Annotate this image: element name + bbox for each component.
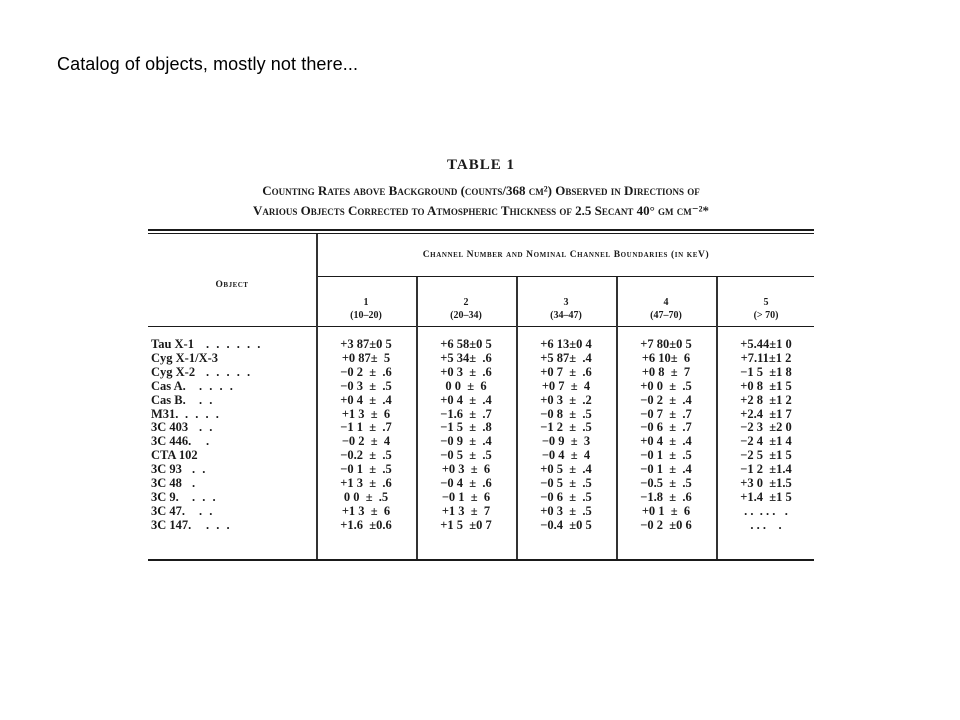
- object-name-cell: [151, 504, 311, 518]
- table-cell-channel-2: +6 58±0 5: [440, 337, 492, 351]
- object-name: 3C 147.: [151, 517, 192, 532]
- channel-number: 1: [363, 297, 369, 308]
- object-name-cell: [151, 379, 311, 393]
- table-cell-channel-1: +1 3 ± .6: [340, 476, 392, 490]
- channel-range: (20–34): [450, 310, 482, 321]
- channel-number: 3: [563, 297, 569, 308]
- channel-range: (10–20): [350, 310, 382, 321]
- table-cell-channel-5: −2 4 ±1 4: [740, 434, 792, 449]
- channel-header-1: [318, 296, 414, 322]
- object-name-cell: [151, 365, 311, 379]
- leader-dots: . . . . .: [206, 364, 253, 379]
- table-cell-channel-3: +5 87± .4: [540, 350, 592, 365]
- channel-number: 2: [463, 297, 469, 308]
- channel-range: (34–47): [550, 310, 582, 321]
- table-cell-channel-1: −0 2 ± 4: [341, 434, 391, 449]
- leader-dots: . . . . . .: [206, 337, 263, 351]
- table-caption-line-2: Various Objects Corrected to Atmospheric Thickness of 2.5 Secant 40° gm cm⁻²*: [252, 203, 710, 218]
- table-cell-channel-2: −0 1 ± 6: [441, 489, 491, 504]
- leader-dots: . . . .: [199, 378, 235, 393]
- table-cell-channel-3: +0 7 ± 4: [541, 378, 591, 393]
- object-name-cell: [151, 434, 311, 448]
- table-cell-channel-1: +1.6 ±0.6: [340, 517, 392, 532]
- channel-range: (> 70): [753, 310, 779, 321]
- table-cell-channel-5: −1 5 ±1 8: [740, 364, 792, 379]
- table-cell-channel-3: −0 8 ± .5: [540, 406, 592, 421]
- table-cell-channel-1: +3 87±0 5: [340, 337, 392, 351]
- table-cell-channel-4: +0 1 ± 6: [641, 503, 691, 518]
- table-cell-channel-5: +3 0 ±1.5: [740, 476, 792, 490]
- table-cell-channel-5: −2 5 ±1 5: [740, 448, 792, 463]
- channel-span-header: Channel Number and Nominal Channel Boundaries (in keV): [422, 250, 710, 260]
- table-cell-channel-5: +7.11±1 2: [740, 350, 792, 365]
- table-cell-channel-1: −0 3 ± .5: [340, 378, 392, 393]
- bottom-rule: [148, 559, 814, 561]
- leader-dots: .: [192, 476, 198, 490]
- object-name-cell: [151, 476, 311, 490]
- leader-dots: . .: [199, 503, 215, 518]
- table-cell-channel-1: +0 4 ± .4: [340, 392, 392, 407]
- scanned-table: [148, 155, 814, 565]
- table-cell-channel-3: +0 7 ± .6: [540, 364, 592, 379]
- table-cell-channel-4: −0 1 ± .4: [640, 462, 692, 477]
- channel-header-5: [718, 296, 814, 322]
- table-cell-channel-3: −0 6 ± .5: [540, 489, 592, 504]
- table-cell-channel-1: +0 87± 5: [341, 350, 391, 365]
- leader-dots: . . .: [206, 517, 232, 532]
- table-cell-channel-2: 0 0 ± 6: [445, 378, 487, 393]
- table-cell-channel-1: +1 3 ± 6: [341, 406, 391, 421]
- table-cell-channel-1: −1 1 ± .7: [340, 420, 392, 435]
- object-name: 3C 93: [151, 462, 182, 477]
- table-cell-channel-5: +2 8 ±1 2: [740, 392, 792, 407]
- table-cell-channel-2: +5 34± .6: [440, 350, 492, 365]
- object-name-cell: [151, 393, 311, 407]
- table-cell-channel-2: −0 4 ± .6: [440, 476, 492, 490]
- table-cell-channel-2: +0 3 ± .6: [440, 364, 492, 379]
- leader-dots: .: [206, 434, 212, 449]
- object-name: 3C 9.: [151, 489, 179, 504]
- leader-dots: . .: [199, 420, 215, 435]
- object-name: M31.: [151, 406, 179, 421]
- object-name: 3C 48: [151, 476, 182, 490]
- table-cell-channel-4: +0 0 ± .5: [640, 378, 692, 393]
- table-cell-channel-2: +1 3 ± 7: [441, 503, 491, 518]
- table-cell-channel-1: −0 1 ± .5: [340, 462, 392, 477]
- object-name-cell: [151, 518, 311, 532]
- object-name: Cyg X-2: [151, 364, 196, 379]
- top-double-rule-upper: [148, 229, 814, 231]
- object-name-cell: [151, 490, 311, 504]
- object-name-cell: [151, 351, 311, 365]
- object-column-header: Object: [215, 280, 249, 290]
- table-cell-channel-4: +0 8 ± 7: [641, 364, 691, 379]
- table-cell-channel-5: +1.4 ±1 5: [740, 489, 792, 504]
- column-header-rule: [148, 326, 814, 327]
- slide-title: Catalog of objects, mostly not there...: [57, 54, 359, 74]
- table-cell-channel-5: −1 2 ±1.4: [740, 462, 792, 477]
- channel-header-3: [518, 296, 614, 322]
- channel-header-4: [618, 296, 714, 322]
- table-cell-channel-1: 0 0 ± .5: [343, 489, 389, 504]
- table-cell-channel-3: −1 2 ± .5: [540, 420, 592, 435]
- table-cell-channel-2: −1.6 ± .7: [440, 406, 492, 421]
- table-cell-channel-4: −0 1 ± .5: [640, 448, 692, 463]
- object-name: Cas B.: [151, 392, 186, 407]
- table-cell-channel-5: . . . . . .: [744, 503, 788, 518]
- table-cell-channel-3: +0 3 ± .2: [540, 392, 592, 407]
- table-number: TABLE 1: [447, 157, 515, 173]
- table-cell-channel-1: −0.2 ± .5: [340, 448, 392, 463]
- table-cell-channel-1: +1 3 ± 6: [341, 503, 391, 518]
- table-cell-channel-4: −0 7 ± .7: [640, 406, 692, 421]
- object-name: CTA 102: [151, 448, 198, 463]
- channel-header-2: [418, 296, 514, 322]
- table-cell-channel-5: −2 3 ±2 0: [740, 420, 792, 435]
- channel-number: 4: [663, 297, 669, 308]
- table-cell-channel-4: −0 2 ±0 6: [640, 517, 692, 532]
- object-name: 3C 446.: [151, 434, 192, 449]
- table-cell-channel-3: +0 5 ± .4: [540, 462, 592, 477]
- table-caption-line-1: Counting Rates above Background (counts/368 cm²) Observed in Directions of: [262, 183, 700, 198]
- leader-dots: . . .: [192, 489, 218, 504]
- table-cell-channel-3: −0 4 ± 4: [541, 448, 591, 463]
- object-name-cell: [151, 407, 311, 421]
- table-cell-channel-2: +0 3 ± 6: [441, 462, 491, 477]
- table-cell-channel-4: −0.5 ± .5: [640, 476, 692, 490]
- object-name-cell: [151, 462, 311, 476]
- table-cell-channel-2: −0 9 ± .4: [440, 434, 492, 449]
- table-cell-channel-3: +6 13±0 4: [540, 337, 592, 351]
- object-name-cell: [151, 337, 311, 351]
- table-cell-channel-5: +0 8 ±1 5: [740, 378, 792, 393]
- object-name: Tau X-1: [151, 337, 194, 351]
- table-cell-channel-2: +1 5 ±0 7: [440, 517, 492, 532]
- table-cell-channel-5: . . . .: [750, 517, 782, 532]
- object-name-cell: [151, 448, 311, 462]
- object-name: 3C 47.: [151, 503, 186, 518]
- table-cell-channel-5: +2.4 ±1 7: [740, 406, 792, 421]
- object-name-cell: [151, 420, 311, 434]
- top-double-rule-lower: [148, 233, 814, 234]
- object-name: Cyg X-1/X-3: [151, 350, 219, 365]
- channel-number: 5: [763, 297, 769, 308]
- object-name: 3C 403: [151, 420, 189, 435]
- table-cell-channel-3: −0 5 ± .5: [540, 476, 592, 490]
- table-cell-channel-4: +7 80±0 5: [640, 337, 692, 351]
- table-cell-channel-3: −0 9 ± 3: [541, 434, 591, 449]
- table-cell-channel-4: −0 2 ± .4: [640, 392, 692, 407]
- table-cell-channel-1: −0 2 ± .6: [340, 364, 392, 379]
- leader-dots: . . . .: [185, 406, 221, 421]
- table-cell-channel-3: −0.4 ±0 5: [540, 517, 592, 532]
- table-cell-channel-4: −0 6 ± .7: [640, 420, 692, 435]
- table-cell-channel-5: +5.44±1 0: [740, 337, 792, 351]
- table-cell-channel-2: −1 5 ± .8: [440, 420, 492, 435]
- leader-dots: . .: [192, 462, 208, 477]
- leader-dots: . .: [199, 392, 215, 407]
- table-cell-channel-2: −0 5 ± .5: [440, 448, 492, 463]
- channel-header-rule: [318, 276, 814, 277]
- channel-range: (47–70): [650, 310, 682, 321]
- table-cell-channel-2: +0 4 ± .4: [440, 392, 492, 407]
- table-cell-channel-3: +0 3 ± .5: [540, 503, 592, 518]
- table-cell-channel-4: +6 10± 6: [641, 350, 691, 365]
- object-name: Cas A.: [151, 378, 186, 393]
- table-cell-channel-4: +0 4 ± .4: [640, 434, 692, 449]
- table-cell-channel-4: −1.8 ± .6: [640, 489, 692, 504]
